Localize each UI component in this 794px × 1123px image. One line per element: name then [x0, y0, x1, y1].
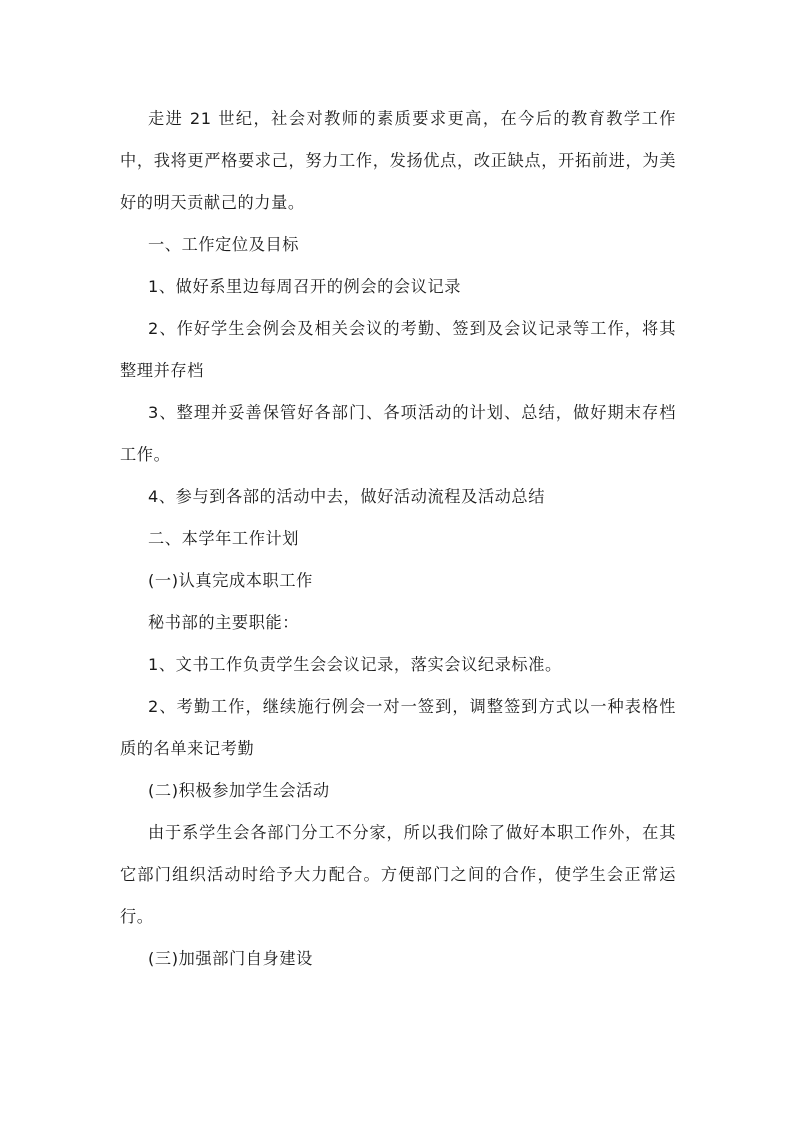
intro-paragraph: 走进 21 世纪，社会对教师的素质要求更高，在今后的教育教学工作中，我将更严格要求己，努力工作，发扬优点，改正缺点，开拓前进，为美好的明天贡献己的力量。 [120, 109, 676, 212]
list-item: 2、考勤工作，继续施行例会一对一签到，调整签到方式以一种表格性质的名单来记考勤 [120, 697, 676, 758]
subsection-heading: (二)积极参加学生会活动 [148, 781, 330, 800]
subsection-heading: (三)加强部门自身建设 [148, 949, 313, 968]
list-item: 3、整理并妥善保管好各部门、各项活动的计划、总结，做好期末存档工作。 [120, 403, 676, 464]
document-body [120, 98, 676, 980]
section-heading-2: 二、本学年工作计划 [148, 529, 300, 548]
body-paragraph: 秘书部的主要职能： [148, 613, 300, 632]
section-heading-1: 一、工作定位及目标 [148, 235, 300, 254]
list-item: 1、文书工作负责学生会会议记录，落实会议纪录标准。 [148, 655, 562, 674]
list-item: 1、做好系里边每周召开的例会的会议记录 [148, 277, 462, 296]
list-item: 4、参与到各部的活动中去，做好活动流程及活动总结 [148, 487, 546, 506]
body-paragraph: 由于系学生会各部门分工不分家，所以我们除了做好本职工作外，在其它部门组织活动时给予大力配合。方便部门之间的合作，使学生会正常运行。 [120, 823, 676, 926]
list-item: 2、作好学生会例会及相关会议的考勤、签到及会议记录等工作，将其整理并存档 [120, 319, 676, 380]
subsection-heading: (一)认真完成本职工作 [148, 571, 313, 590]
